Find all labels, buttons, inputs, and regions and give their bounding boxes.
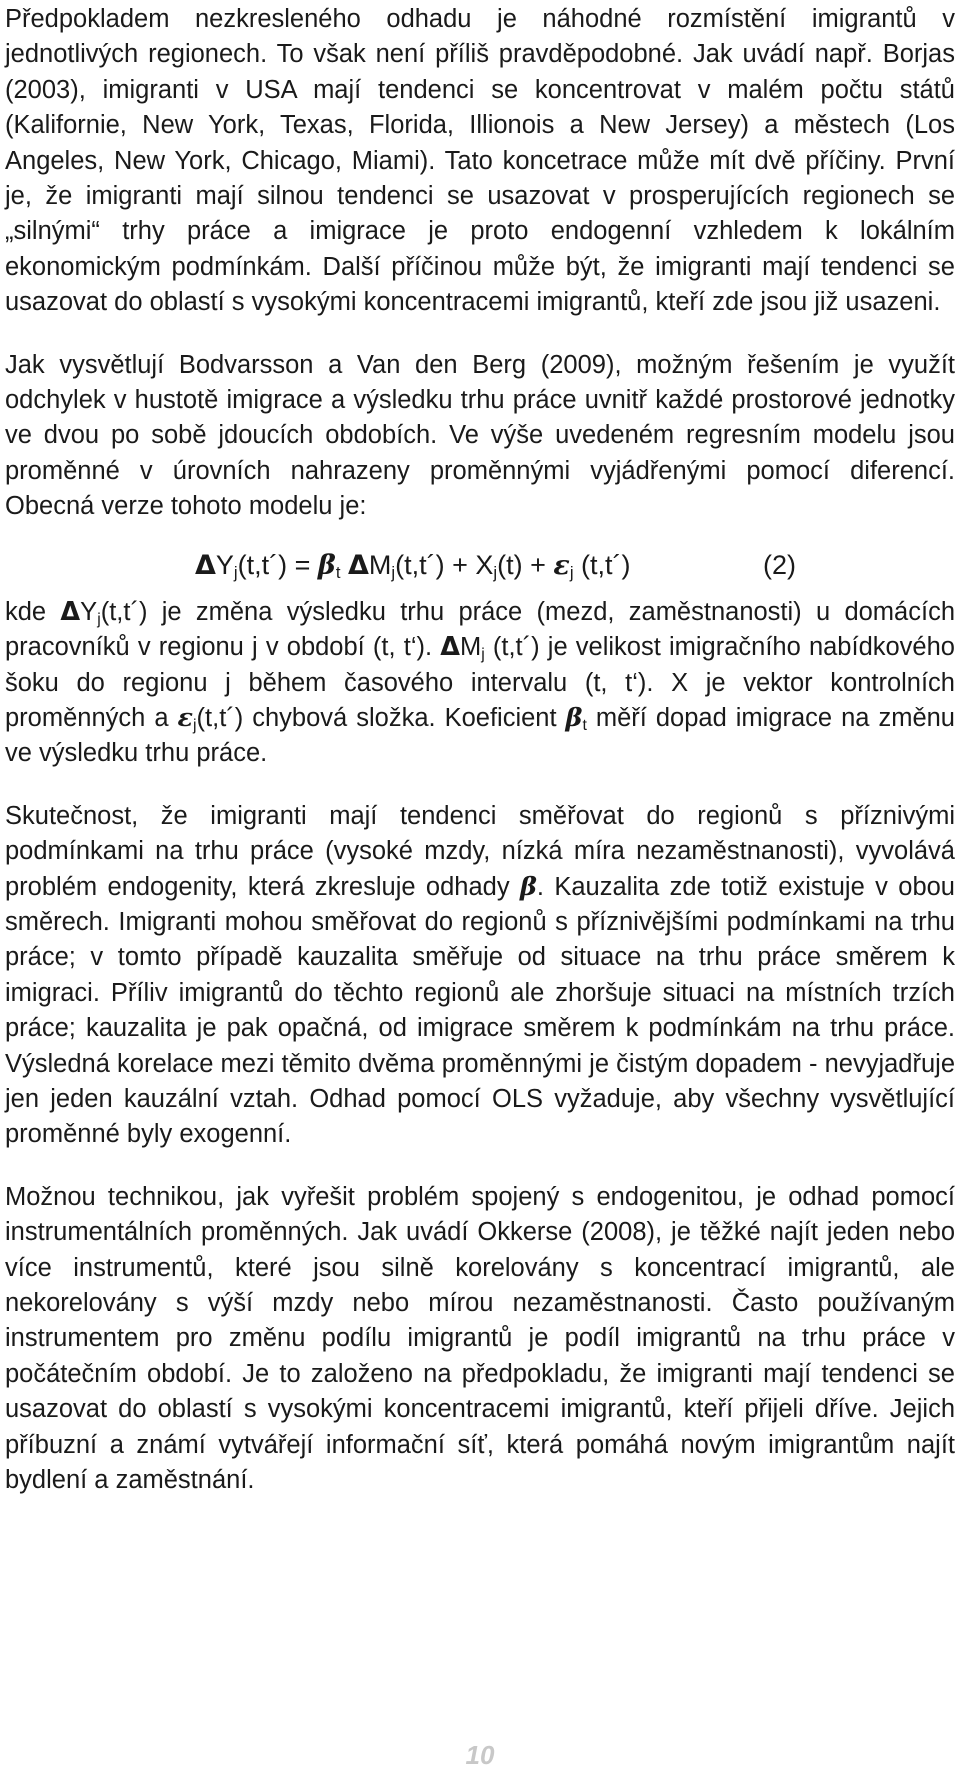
equation-number: (2) (763, 549, 796, 580)
paragraph-gap (5, 772, 955, 799)
equation-formula: $\Delta Y_j(t,t´) = \beta_t$ $\Delta M_j(t,t´) + X_j(t) + \varepsilon_j$ (t,t´) (195, 549, 631, 582)
page-number: 10 (465, 1740, 495, 1770)
paragraph-variable-definitions: kde $\Delta Y_j(t,t´)$ je změna výsledku trhu práce (mezd, zaměstnanosti) u domácích pracovníků v regionu j v období (t, t‘). $\Delta M_j$ (t,t´) je velikost imigračního nabídkového šoku do regionu j během časového intervalu (t, t‘). X je vektor kontrolních proměnných a $\varepsilon_j(t,t´)$ chybová složka. Koeficient $\beta_t$ měří dopad imigrace na změnu ve výsledku trhu práce. (5, 596, 955, 768)
equation-2 (5, 545, 955, 585)
paragraph-gap (5, 321, 955, 348)
document-page (5, 0, 955, 1498)
paragraph-gap (5, 1153, 955, 1180)
paragraph-endogeneity: Skutečnost, že imigranti mají tendenci směřovat do regionů s příznivými podmínkami na trhu práce (vysoké mzdy, nízká míra nezaměstnanosti), vyvolává problém endogenity, která zkresluje odhady β. Kauzalita zde totiž existuje v obou směrech. Imigranti mohou směřovat do regionů s příznivějšími podmínkami na trhu práce; v tomto případě kauzalita směřuje od situace na trhu práce směrem k imigraci. Příliv imigrantů do těchto regionů ale zhoršuje situaci na místních trzích práce; kauzalita je pak opačná, od imigrace směrem k podmínkám na trhu práce. Výsledná korelace mezi těmito dvěma proměnnými je čistým dopadem - nevyjadřuje jen jeden kauzální vztah. Odhad pomocí OLS vyžaduje, aby všechny vysvětlující proměnné byly exogenní. (5, 801, 955, 1149)
paragraph-instrumental-variables: Možnou technikou, jak vyřešit problém spojený s endogenitou, je odhad pomocí instrumentálních proměnných. Jak uvádí Okkerse (2008), je těžké najít jeden nebo více instrumentů, které jsou silně korelovány s koncentrací imigrantů, ale nekorelovány s výší mzdy nebo mírou nezaměstnanosti. Často používaným instrumentem pro změnu podílu imigrantů je podíl imigrantů na trhu práce v počátečním období. Je to založeno na předpokladu, že imigranti mají tendenci se usazovat do oblastí s vysokými koncentracemi imigrantů, kteří přijeli dříve. Jejich příbuzní a známí vytvářejí informační síť, která pomáhá novým imigrantům najít bydlení a zaměstnání. (5, 1182, 955, 1495)
paragraph-difference-model: Jak vysvětlují Bodvarsson a Van den Berg (2009), možným řešením je využít odchylek v hustotě imigrace a výsledku trhu práce uvnitř každé prostorové jednotky ve dvou po sobě jdoucích obdobích. Ve výše uvedeném regresním modelu jsou proměnné v úrovních nahrazeny proměnnými vyjádřenými pomocí diferencí. Obecná verze tohoto modelu je: (5, 350, 955, 521)
paragraph-immigrant-distribution: Předpokladem nezkresleného odhadu je náhodné rozmístění imigrantů v jednotlivých regionech. To však není příliš pravděpodobné. Jak uvádí např. Borjas (2003), imigranti v USA mají tendenci se koncentrovat v malém počtu států (Kalifornie, New York, Texas, Florida, Illionois a New Jersey) a městech (Los Angeles, New York, Chicago, Miami). Tato koncetrace může mít dvě příčiny. První je, že imigranti mají silnou tendenci se usazovat v prosperujících regionech se „silnými“ trhy práce a imigrace je proto endogenní vzhledem k lokálním ekonomickým podmínkám. Další příčinou může být, že imigranti mají tendenci se usazovat do oblastí s vysokými koncentracemi imigrantů, kteří zde jsou již usazeni. (5, 5, 955, 317)
